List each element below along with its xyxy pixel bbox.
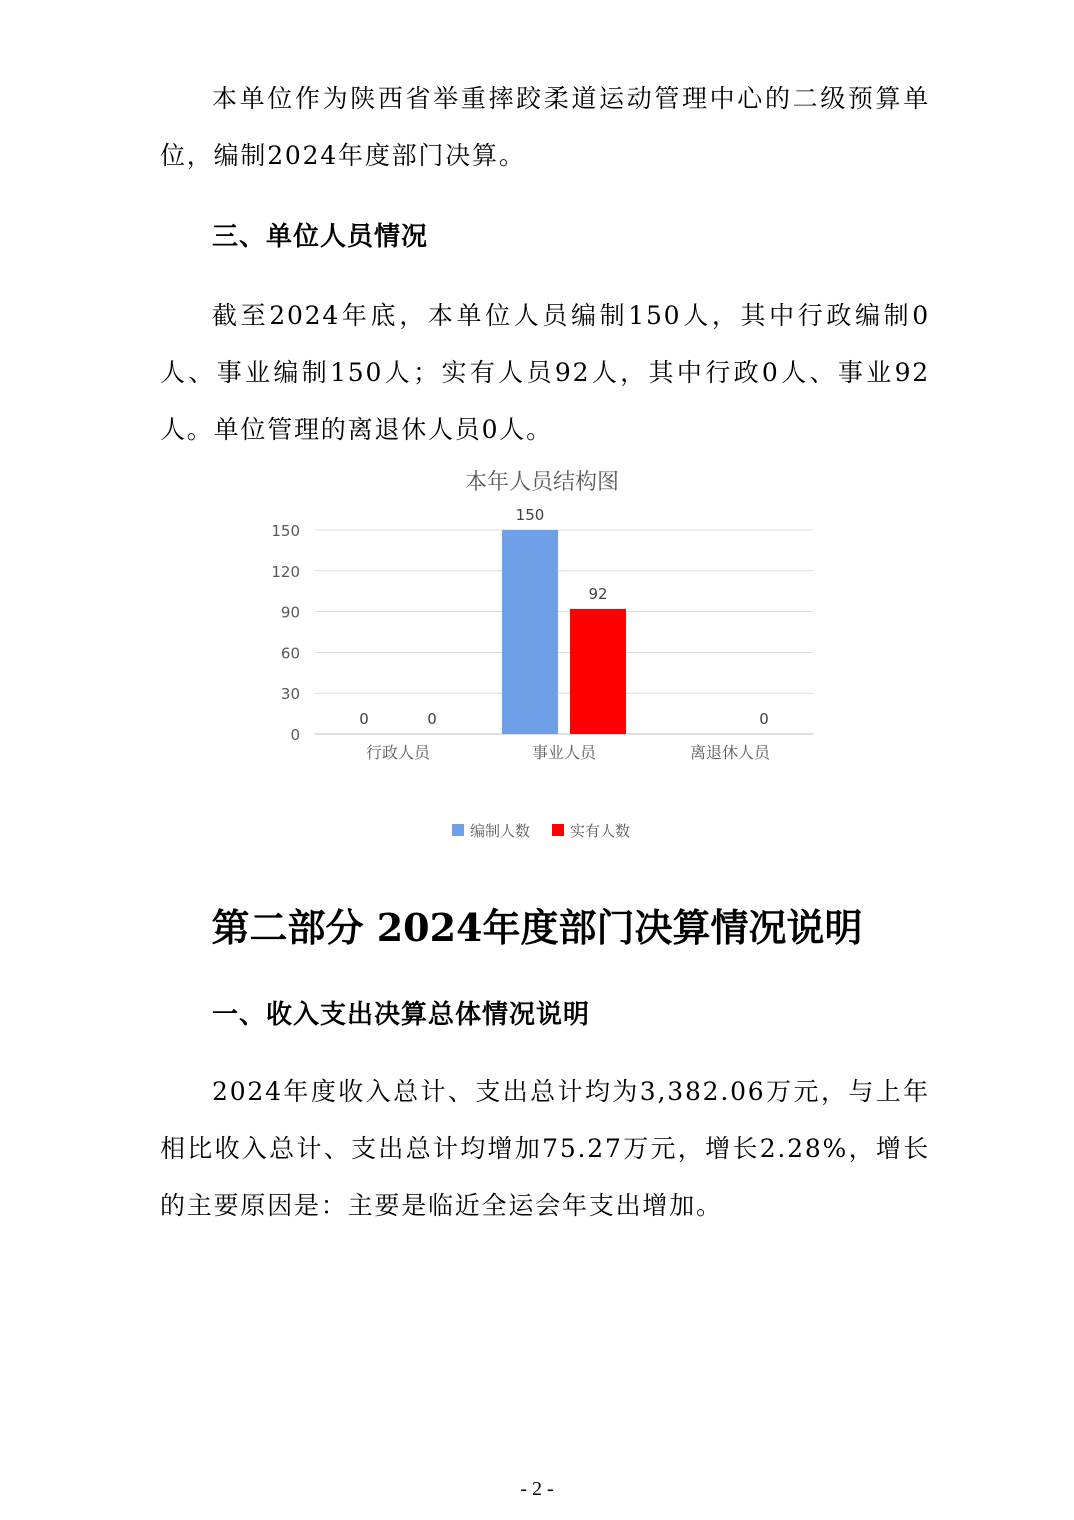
y-tick-label: 90 (280, 603, 300, 622)
page-number: - 2 - (520, 1478, 554, 1500)
legend-label: 实有人数 (570, 822, 631, 840)
y-tick-label: 60 (280, 644, 300, 663)
legend-swatch (452, 824, 464, 836)
part-two-title: 第二部分 2024年度部门决算情况说明 (211, 905, 863, 950)
bar-value-label: 0 (759, 710, 769, 728)
x-category-label: 行政人员 (365, 743, 431, 762)
x-category-label: 离退休人员 (689, 743, 771, 762)
y-tick-label: 120 (271, 562, 300, 581)
chart-title: 本年人员结构图 (464, 470, 620, 495)
bar-value-label: 92 (588, 584, 608, 603)
bar-value-label: 0 (427, 710, 437, 728)
staff-paragraph: 截至2024年底，本单位人员编制150人，其中行政编制0人、事业编制150人；实有人员92人，其中行政0人、事业92人。单位管理的离退休人员0人。 (160, 301, 930, 444)
y-tick-label: 150 (271, 522, 300, 540)
y-tick-label: 30 (280, 685, 300, 704)
legend-label: 编制人数 (470, 822, 531, 840)
section-heading-income: 一、收入支出决算总体情况说明 (212, 1000, 591, 1030)
bar-value-label: 0 (359, 710, 369, 728)
bar-value-label: 150 (515, 506, 545, 524)
bar (570, 609, 626, 734)
intro-paragraph: 本单位作为陕西省举重摔跤柔道运动管理中心的二级预算单位，编制2024年度部门决算。 (160, 84, 930, 170)
legend-swatch (552, 824, 564, 836)
income-paragraph: 2024年度收入总计、支出总计均为3,382.06万元，与上年相比收入总计、支出总计均增加75.27万元，增长2.28%，增长的主要原因是：主要是临近全运会年支出增加。 (160, 1077, 930, 1220)
x-category-label: 事业人员 (531, 743, 597, 762)
staff-structure-chart (260, 462, 820, 852)
y-tick-label: 0 (290, 726, 300, 744)
bar (502, 530, 558, 734)
section-heading-staff: 三、单位人员情况 (212, 222, 429, 252)
